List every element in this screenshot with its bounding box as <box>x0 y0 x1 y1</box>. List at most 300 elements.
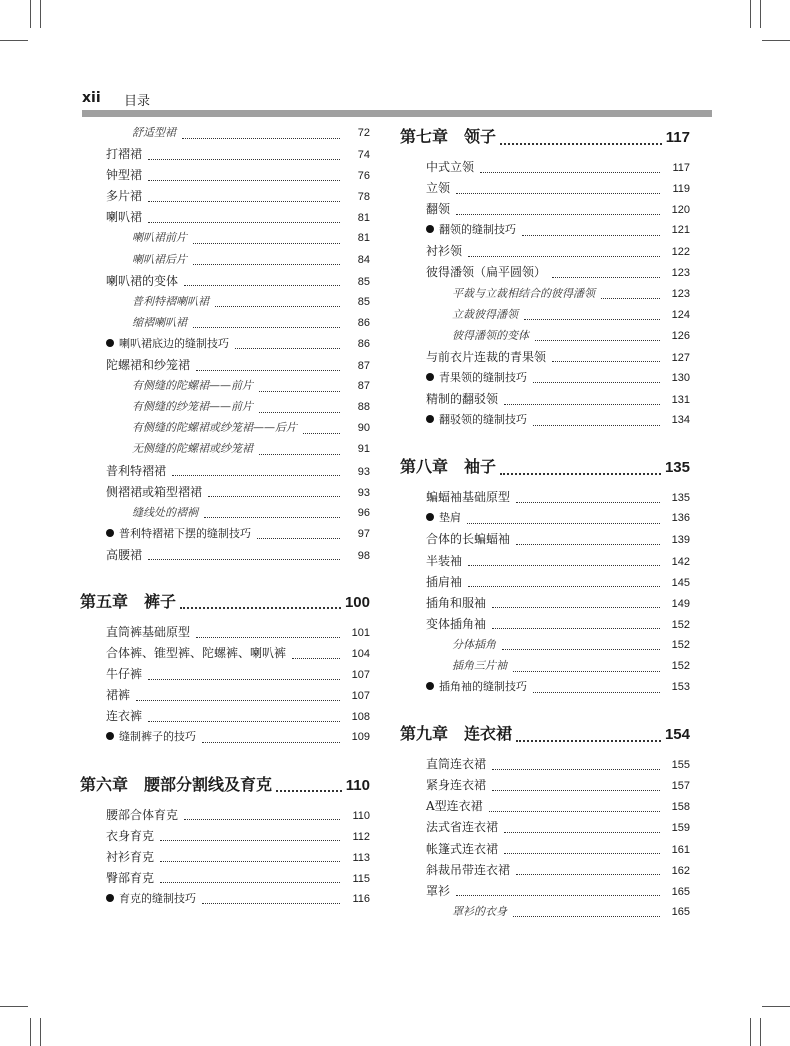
toc-entry[interactable] <box>400 158 690 179</box>
chapter-heading[interactable] <box>80 589 370 619</box>
chapter-number: 第九章 <box>400 724 449 744</box>
toc-entry[interactable] <box>400 903 690 924</box>
dot-leader <box>193 242 340 244</box>
toc-entry[interactable] <box>80 686 370 707</box>
toc-page-number: 123 <box>671 287 690 300</box>
toc-entry-text: 罩衫的衣身 <box>452 904 507 918</box>
toc-entry-title <box>426 776 486 793</box>
dot-leader <box>467 522 660 524</box>
dot-leader <box>456 192 660 194</box>
toc-entry-title <box>132 419 297 435</box>
toc-entry[interactable] <box>80 398 370 419</box>
toc-entry-text: 直筒裤基础原型 <box>106 624 191 639</box>
toc-entry-title <box>426 615 486 632</box>
toc-entry-title <box>106 145 142 162</box>
toc-entry-text: 普利特褶裙 <box>106 463 167 478</box>
dot-leader <box>535 339 660 341</box>
toc-entry-text: 帐篷式连衣裙 <box>426 841 499 856</box>
toc-entry-text: 普利特褶裙下摆的缝制技巧 <box>119 526 251 540</box>
toc-entry-text: 翻领 <box>426 202 451 217</box>
toc-entry-text: 育克的缝制技巧 <box>119 891 196 905</box>
chapter-number: 第五章 <box>80 591 129 611</box>
dot-leader <box>182 137 340 139</box>
toc-entry-text: 中式立领 <box>426 160 475 174</box>
dot-leader <box>552 276 660 278</box>
crop-mark <box>30 0 31 28</box>
toc-entry[interactable] <box>400 285 690 306</box>
toc-entry-title <box>426 158 474 175</box>
toc-entry[interactable] <box>400 797 690 818</box>
toc-entry-text: A型连衣裙 <box>426 799 483 814</box>
toc-page-number: 157 <box>671 780 690 793</box>
toc-entry-text: 臀部育克 <box>106 870 155 885</box>
toc-entry-text: 喇叭裙前片 <box>132 231 187 245</box>
chapter-number: 第八章 <box>400 457 449 477</box>
toc-entry-title <box>426 818 498 835</box>
toc-page-number: 113 <box>352 851 370 864</box>
toc-entry-text: 插角和服袖 <box>426 595 487 610</box>
toc-tip-entry[interactable] <box>400 411 690 432</box>
toc-entry[interactable] <box>80 124 370 145</box>
page-number: xii <box>82 90 101 106</box>
toc-entry[interactable] <box>80 504 370 525</box>
toc-entry-text: 合体的长蝙蝠袖 <box>426 532 511 547</box>
toc-entry-title <box>452 657 507 673</box>
toc-entry[interactable] <box>400 390 690 411</box>
toc-entry-title <box>426 678 527 694</box>
toc-entry-text: 青果领的缝制技巧 <box>439 370 527 384</box>
toc-page-number: 127 <box>671 351 690 364</box>
toc-entry-text: 侧褶裙或箱型褶裙 <box>106 484 203 499</box>
toc-entry[interactable] <box>80 356 370 377</box>
chapter-heading[interactable] <box>400 454 690 484</box>
toc-entry[interactable] <box>80 166 370 187</box>
toc-page-number: 120 <box>671 204 690 217</box>
dot-leader <box>193 263 340 265</box>
toc-page-number: 76 <box>357 170 370 183</box>
dot-leader <box>522 234 660 236</box>
toc-page-number: 136 <box>671 512 690 525</box>
crop-mark <box>0 1006 28 1007</box>
toc-page-number: 126 <box>671 329 690 342</box>
toc-entry-title <box>132 398 253 414</box>
dot-leader <box>160 860 340 862</box>
toc-entry-text: 喇叭裙的变体 <box>106 273 179 288</box>
toc-entry-title <box>106 686 130 703</box>
toc-entry-text: 直筒连衣裙 <box>426 757 487 772</box>
toc-entry-title <box>452 285 595 301</box>
toc-entry[interactable] <box>80 665 370 686</box>
toc-entry[interactable] <box>400 530 690 551</box>
toc-page-number: 142 <box>671 555 690 568</box>
crop-mark <box>750 1018 751 1046</box>
crop-mark <box>40 1018 41 1046</box>
toc-page-number: 86 <box>357 337 370 350</box>
dot-leader <box>235 347 340 349</box>
toc-entry-title <box>452 327 529 343</box>
toc-entry-title <box>106 483 202 500</box>
toc-entry-text: 牛仔裤 <box>106 667 143 682</box>
dot-leader <box>184 818 340 820</box>
toc-entry-text: 有侧缝的纱笼裙——前片 <box>132 400 253 414</box>
toc-entry-title <box>132 124 176 140</box>
toc-entry-text: 精制的翻驳领 <box>426 392 499 407</box>
toc-entry[interactable] <box>400 242 690 263</box>
bullet-icon <box>106 732 114 740</box>
toc-entry-title <box>106 728 196 744</box>
chapter-title: 领子 <box>464 127 497 146</box>
toc-entry-text: 裙裤 <box>106 688 131 703</box>
toc-page-number: 115 <box>352 872 370 885</box>
crop-mark <box>762 40 790 41</box>
dot-leader <box>500 142 662 145</box>
bullet-icon <box>426 225 434 233</box>
toc-entry-text: 垫肩 <box>439 511 461 525</box>
toc-page-number: 93 <box>357 465 370 478</box>
dot-leader <box>259 411 340 413</box>
toc-tip-entry[interactable] <box>80 335 370 356</box>
toc-entry[interactable] <box>80 272 370 293</box>
bullet-icon <box>106 529 114 537</box>
toc-entry[interactable] <box>80 483 370 504</box>
toc-entry-text: 无侧缝的陀螺裙或纱笼裙 <box>132 442 253 456</box>
toc-page-number: 87 <box>357 380 370 393</box>
chapter-heading[interactable] <box>80 772 370 802</box>
toc-entry-text: 平裁与立裁相结合的彼得潘领 <box>452 286 595 300</box>
toc-entry[interactable] <box>400 636 690 657</box>
dot-leader <box>136 699 340 701</box>
toc-page-number: 110 <box>352 809 370 822</box>
dot-leader <box>148 678 340 680</box>
toc-tip-entry[interactable] <box>400 221 690 242</box>
dot-leader <box>468 585 660 587</box>
toc-page-number: 97 <box>357 527 370 540</box>
toc-entry-text: 翻领的缝制技巧 <box>439 223 516 237</box>
toc-entry[interactable] <box>400 818 690 839</box>
dot-leader <box>513 915 660 917</box>
toc-entry[interactable] <box>400 755 690 776</box>
toc-entry[interactable] <box>80 229 370 250</box>
toc-entry-title <box>106 890 196 906</box>
toc-entry-text: 喇叭裙 <box>106 210 143 225</box>
toc-page-number: 101 <box>351 626 370 639</box>
toc-entry-title <box>426 840 498 857</box>
chapter-title: 袖子 <box>464 457 497 477</box>
crop-mark <box>760 1018 761 1046</box>
toc-entry[interactable] <box>80 644 370 665</box>
toc-entry-text: 变体插角袖 <box>426 616 487 631</box>
toc-entry[interactable] <box>400 200 690 221</box>
toc-entry-text: 立领 <box>426 181 451 196</box>
toc-entry[interactable] <box>400 179 690 200</box>
toc-tip-entry[interactable] <box>80 890 370 911</box>
toc-entry[interactable] <box>400 306 690 327</box>
toc-page-number: 119 <box>672 183 690 196</box>
toc-entry-title <box>106 272 178 289</box>
toc-entry-title <box>106 665 142 682</box>
toc-entry-text: 半装袖 <box>426 553 463 568</box>
toc-page-number: 161 <box>671 843 690 856</box>
toc-entry[interactable] <box>80 827 370 848</box>
dot-leader <box>303 432 340 434</box>
toc-entry[interactable] <box>80 806 370 827</box>
dot-leader <box>502 648 660 650</box>
toc-entry-title <box>452 636 496 652</box>
dot-leader <box>184 284 340 286</box>
toc-page-number: 139 <box>671 534 690 547</box>
toc-entry-title <box>106 869 154 886</box>
toc-entry[interactable] <box>400 327 690 348</box>
dot-leader <box>468 564 660 566</box>
toc-entry[interactable] <box>400 263 690 284</box>
toc-entry[interactable] <box>80 462 370 483</box>
dot-leader <box>204 516 340 518</box>
toc-page-number: 165 <box>671 905 690 918</box>
toc-entry-text: 衣身育克 <box>106 828 155 843</box>
chapter-title: 裤子 <box>144 591 177 611</box>
toc-entry-title <box>426 755 486 772</box>
chapter-page-number: 110 <box>345 776 370 794</box>
toc-entry-text: 与前衣片连裁的青果领 <box>426 349 547 364</box>
chapter-title: 连衣裙 <box>464 724 513 744</box>
toc-page-number: 165 <box>671 885 690 898</box>
toc-entry-text: 蝙蝠袖基础原型 <box>426 490 511 505</box>
toc-tip-entry[interactable] <box>400 509 690 530</box>
dot-leader <box>533 381 660 383</box>
toc-page-number: 122 <box>671 246 690 259</box>
toc-entry[interactable] <box>80 293 370 314</box>
dot-leader <box>193 326 340 328</box>
dot-leader <box>160 839 340 841</box>
toc-entry-title <box>426 390 498 407</box>
dot-leader <box>148 720 340 722</box>
toc-page-number: 90 <box>357 422 370 435</box>
toc-page-number: 162 <box>671 864 690 877</box>
toc-entry-text: 舒适型裙 <box>132 126 176 139</box>
bullet-icon <box>426 682 434 690</box>
toc-entry[interactable] <box>400 594 690 615</box>
chapter-heading[interactable] <box>400 721 690 751</box>
toc-page-number: 85 <box>357 295 370 308</box>
toc-tip-entry[interactable] <box>400 678 690 699</box>
toc-page-number: 93 <box>357 486 370 499</box>
toc-entry-text: 分体插角 <box>452 637 496 651</box>
toc-page-number: 88 <box>357 401 370 414</box>
toc-page-number: 72 <box>357 127 370 139</box>
toc-entry[interactable] <box>400 882 690 903</box>
toc-entry[interactable] <box>400 552 690 573</box>
toc-page-number: 123 <box>671 267 690 280</box>
toc-entry-title <box>426 530 510 547</box>
toc-entry-title <box>426 263 546 280</box>
toc-entry-title <box>426 411 527 427</box>
dot-leader <box>516 501 660 503</box>
toc-entry[interactable] <box>80 419 370 440</box>
chapter-page-number: 117 <box>665 129 690 146</box>
chapter-number: 第七章 <box>400 127 449 146</box>
dot-leader <box>456 213 660 215</box>
dot-leader <box>208 495 340 497</box>
toc-entry[interactable] <box>80 208 370 229</box>
toc-tip-entry[interactable] <box>80 525 370 546</box>
dot-leader <box>480 171 660 173</box>
toc-page-number: 87 <box>357 360 370 373</box>
toc-entry-title <box>106 166 142 183</box>
toc-entry-title <box>426 369 527 385</box>
toc-entry-title <box>426 179 450 196</box>
toc-entry[interactable] <box>400 348 690 369</box>
toc-entry-title <box>106 525 251 541</box>
toc-right-column <box>400 124 690 924</box>
crop-mark <box>760 0 761 28</box>
crop-mark <box>40 0 41 28</box>
toc-entry[interactable] <box>80 145 370 166</box>
toc-page-number: 109 <box>351 731 370 744</box>
toc-entry-text: 打褶裙 <box>106 147 143 162</box>
chapter-heading[interactable] <box>400 124 690 154</box>
toc-tip-entry[interactable] <box>400 369 690 390</box>
dot-leader <box>292 657 340 659</box>
toc-entry[interactable] <box>80 707 370 728</box>
toc-entry-title <box>106 546 142 563</box>
toc-tip-entry[interactable] <box>80 728 370 749</box>
toc-entry-text: 有侧缝的陀螺裙或纱笼裙——后片 <box>132 421 297 435</box>
toc-page-number: 117 <box>672 162 690 174</box>
dot-leader <box>489 810 660 812</box>
bullet-icon <box>426 373 434 381</box>
toc-entry-text: 彼得潘领的变体 <box>452 328 529 342</box>
toc-entry[interactable] <box>80 623 370 644</box>
dot-leader <box>257 537 340 539</box>
toc-page-number: 86 <box>357 316 370 329</box>
toc-left-column <box>80 124 370 911</box>
toc-entry[interactable] <box>80 848 370 869</box>
dot-leader <box>504 831 660 833</box>
toc-page-number: 155 <box>671 759 690 772</box>
toc-page-number: 152 <box>671 659 690 672</box>
toc-entry[interactable] <box>400 488 690 509</box>
bullet-icon <box>426 415 434 423</box>
chapter-number: 第六章 <box>80 774 129 794</box>
toc-entry-text: 缝线处的褶裥 <box>132 505 198 519</box>
dot-leader <box>492 789 660 791</box>
toc-page-number: 81 <box>357 232 370 245</box>
dot-leader <box>196 636 340 638</box>
dot-leader <box>456 894 660 896</box>
toc-entry-text: 法式省连衣裙 <box>426 820 499 835</box>
toc-entry-title <box>426 552 462 569</box>
dot-leader <box>202 741 340 743</box>
toc-page-number: 131 <box>671 394 690 407</box>
toc-entry[interactable] <box>80 546 370 567</box>
toc-page-number: 153 <box>671 681 690 694</box>
toc-page-number: 78 <box>357 191 370 204</box>
toc-page-number: 112 <box>352 830 370 843</box>
toc-entry-title <box>426 348 546 365</box>
dot-leader <box>513 670 660 672</box>
toc-entry[interactable] <box>400 615 690 636</box>
toc-entry[interactable] <box>80 187 370 208</box>
chapter-title: 腰部分割线及育克 <box>144 774 273 794</box>
toc-page-number: 121 <box>671 224 690 237</box>
toc-page-number: 108 <box>351 711 370 724</box>
toc-entry-title <box>426 861 510 878</box>
toc-entry-text: 合体裤、锥型裤、陀螺裤、喇叭裤 <box>106 646 287 661</box>
toc-entry-text: 斜裁吊带连衣裙 <box>426 862 511 877</box>
dot-leader <box>180 606 341 609</box>
toc-entry-title <box>426 797 483 814</box>
toc-entry-title <box>106 848 154 865</box>
dot-leader <box>492 627 660 629</box>
toc-entry-text: 立裁彼得潘领 <box>452 307 518 321</box>
toc-page-number: 145 <box>671 576 690 589</box>
toc-page-number: 107 <box>351 669 370 682</box>
toc-entry-text: 有侧缝的陀螺裙——前片 <box>132 379 253 393</box>
toc-entry-text: 连衣裤 <box>106 709 143 724</box>
dot-leader <box>516 739 661 742</box>
toc-entry[interactable] <box>80 251 370 272</box>
toc-page-number: 85 <box>357 275 370 288</box>
toc-entry-title <box>426 221 516 237</box>
toc-entry-title <box>426 200 450 217</box>
toc-entry[interactable] <box>400 861 690 882</box>
toc-entry-text: 钟型裙 <box>106 168 143 183</box>
dot-leader <box>148 558 340 560</box>
toc-entry-title <box>426 509 461 525</box>
toc-page-number: 124 <box>671 308 690 321</box>
dot-leader <box>172 474 340 476</box>
toc-page-number: 98 <box>357 549 370 562</box>
dot-leader <box>259 453 340 455</box>
toc-entry-title <box>426 594 486 611</box>
toc-entry[interactable] <box>400 573 690 594</box>
toc-entry-text: 插角袖的缝制技巧 <box>439 680 527 694</box>
header-rule <box>82 110 712 117</box>
dot-leader <box>492 768 660 770</box>
toc-entry-title <box>426 488 510 505</box>
toc-entry-title <box>106 644 286 661</box>
toc-entry-title <box>106 707 142 724</box>
toc-page-number: 134 <box>671 414 690 427</box>
toc-entry[interactable] <box>80 869 370 890</box>
dot-leader <box>601 297 660 299</box>
toc-entry[interactable] <box>400 776 690 797</box>
dot-leader <box>504 403 660 405</box>
toc-page-number: 158 <box>671 801 690 814</box>
toc-entry-title <box>452 903 507 919</box>
toc-entry-title <box>106 623 190 640</box>
toc-page-number: 107 <box>351 690 370 703</box>
toc-page-number: 104 <box>351 648 370 661</box>
toc-entry-title <box>426 882 450 899</box>
toc-entry[interactable] <box>80 440 370 461</box>
toc-entry[interactable] <box>80 377 370 398</box>
toc-page-number: 116 <box>352 892 370 905</box>
header-title: 目录 <box>124 94 151 109</box>
toc-entry[interactable] <box>80 314 370 335</box>
toc-entry[interactable] <box>400 840 690 861</box>
chapter-page-number: 154 <box>664 726 690 744</box>
toc-entry-title <box>106 208 142 225</box>
bullet-icon <box>106 339 114 347</box>
crop-mark <box>762 1006 790 1007</box>
toc-entry-text: 罩衫 <box>426 883 451 898</box>
toc-entry-title <box>106 356 190 373</box>
toc-entry-text: 陀螺裙和纱笼裙 <box>106 358 191 373</box>
toc-entry[interactable] <box>400 657 690 678</box>
toc-entry-title <box>106 187 142 204</box>
toc-entry-text: 喇叭裙底边的缝制技巧 <box>119 336 229 350</box>
